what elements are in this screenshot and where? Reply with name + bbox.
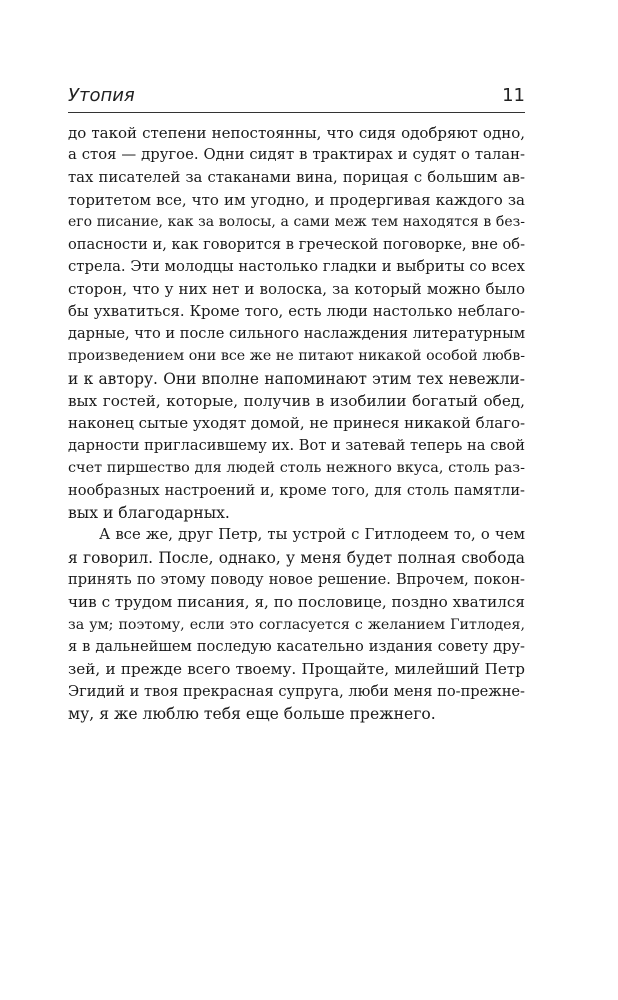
text-line: вых гостей, которые, получив в изобилии богатый обед, (68, 392, 525, 411)
text-line: наконец сытые уходят домой, не принеся никакой благо- (68, 414, 526, 433)
text-line: чив с трудом писания, я, по пословице, поздно хватился (68, 593, 525, 612)
text-line: за ум; поэтому, если это согласуется с желанием Гитлодея, (68, 616, 525, 633)
text-line: тах писателей за стаканами вина, порицая с большим ав- (68, 168, 525, 186)
running-title: Утопия (68, 85, 135, 106)
paragraph-1 (68, 122, 525, 524)
text-line: я в дальнейшем последую касательно издания совету дру- (68, 637, 525, 655)
header-rule (68, 112, 525, 113)
text-line: произведением они все же не питают никакой особой любв- (68, 348, 525, 365)
text-line: я говорил. После, однако, у меня будет полная свобода (68, 548, 525, 567)
text-line: нообразных настроений и, кроме того, для столь памятли- (68, 481, 525, 499)
text-line: бы ухватиться. Кроме того, есть люди настолько неблаго- (68, 302, 525, 320)
paragraph-2 (68, 524, 525, 725)
text-line: дарности пригласившему их. Вот и затевай теперь на свой (68, 436, 525, 454)
text-line: опасности и, как говорится в греческой поговорке, вне об- (68, 235, 525, 253)
body-text (68, 122, 525, 725)
text-line: дарные, что и после сильного наслаждения литературным (68, 325, 526, 343)
text-line: вых и благодарных. (68, 503, 230, 522)
text-line: а стоя — другое. Одни сидят в трактирах и судят о талан- (68, 146, 525, 164)
text-line: сторон, что у них нет и волоска, за который можно было (68, 280, 525, 299)
text-line: стрела. Эти молодцы настолько гладки и выбриты со всех (68, 258, 525, 276)
text-line: счет пиршество для людей столь нежного вкуса, столь раз- (68, 460, 525, 477)
text-line: принять по этому поводу новое решение. Впрочем, покон- (68, 570, 525, 588)
text-line: его писание, как за волосы, а сами меж тем находятся в без- (68, 214, 525, 231)
running-header (68, 84, 525, 108)
page-number: 11 (502, 85, 525, 106)
text-line: А все же, друг Петр, ты устрой с Гитлодеем то, о чем (99, 526, 525, 544)
text-line: Эгидий и твоя прекрасная супруга, люби меня по-прежне- (68, 682, 525, 700)
text-line: и к автору. Они вполне напоминают этим тех невежли- (68, 369, 525, 388)
text-line: зей, и прежде всего твоему. Прощайте, милейший Петр (68, 660, 525, 679)
text-line: торитетом все, что им угодно, и продергивая каждого за (68, 191, 525, 210)
text-line: до такой степени непостоянны, что сидя одобряют одно, (68, 124, 525, 142)
text-line: му, я же люблю тебя еще больше прежнего. (68, 704, 436, 723)
